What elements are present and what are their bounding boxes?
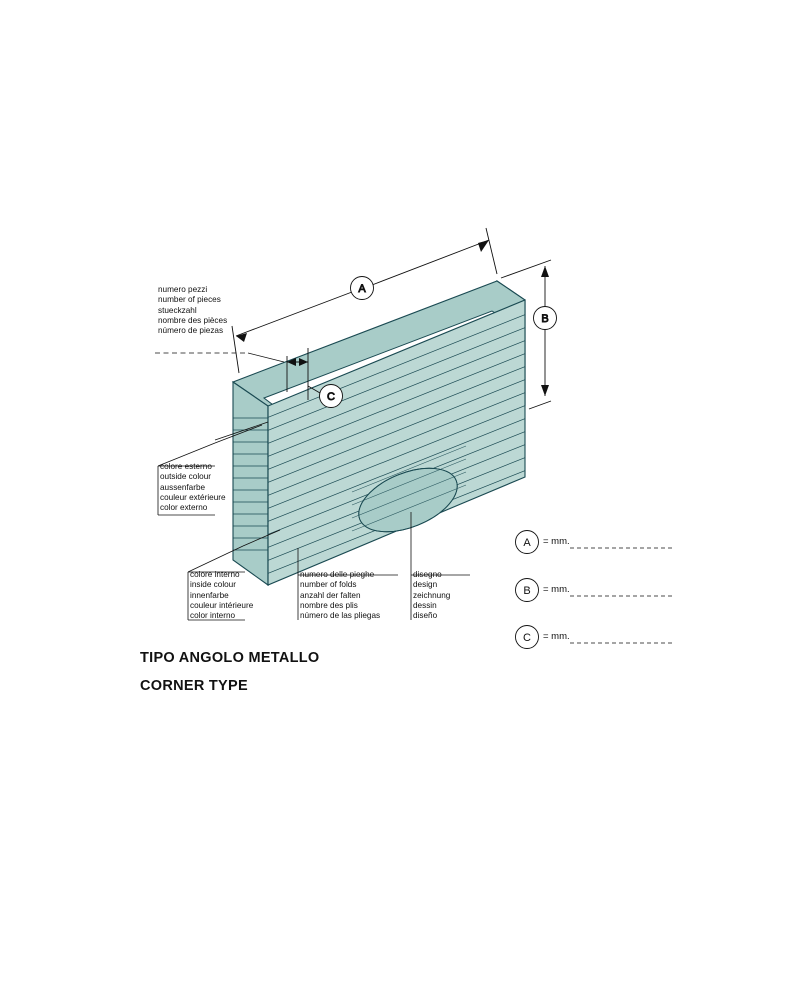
svg-text:B: B [523, 585, 531, 597]
inside-colour-line-de: innenfarbe [190, 590, 229, 600]
design-line-es: diseño [413, 611, 438, 621]
outside-colour-line-fr: couleur extérieure [160, 492, 226, 502]
badge-b-letter: B [541, 313, 549, 325]
badge-a-letter: A [358, 283, 366, 295]
design-line-fr: dessin [413, 600, 437, 610]
folds-line-en: number of folds [300, 580, 357, 590]
badge-c-letter: C [327, 391, 335, 403]
annotation-inside-colour [190, 570, 253, 621]
pieces-line-es: número de piezas [158, 326, 224, 336]
inside-colour-line-en: inside colour [190, 580, 236, 590]
design-line-en: design [413, 580, 438, 590]
legend-c-unit: = mm. [543, 631, 570, 642]
folds-line-de: anzahl der falten [300, 590, 361, 600]
legend-b-unit: = mm. [543, 584, 570, 595]
inside-colour-line-it: colore interno [190, 570, 240, 579]
folds-line-fr: nombre des plis [300, 600, 358, 610]
design-line-de: zeichnung [413, 590, 451, 600]
inside-colour-line-fr: couleur intérieure [190, 600, 254, 610]
pieces-line-en: number of pieces [158, 295, 221, 305]
legend-badge-b [516, 579, 673, 602]
svg-text:A: A [523, 537, 531, 549]
annotation-number-of-folds [300, 570, 380, 621]
title-italian: TIPO ANGOLO METALLO [140, 650, 320, 666]
folds-line-it: numero delle pieghe [300, 570, 375, 579]
pieces-line-it: numero pezzi [158, 285, 208, 294]
pieces-line-de: stueckzahl [158, 305, 197, 315]
outside-colour-line-de: aussenfarbe [160, 482, 206, 492]
outside-colour-line-es: color externo [160, 503, 208, 513]
legend-badge-a [516, 531, 673, 554]
outside-colour-line-en: outside colour [160, 472, 211, 482]
title-english: CORNER TYPE [140, 678, 248, 694]
inside-colour-line-es: color interno [190, 611, 236, 621]
legend-badge-c [516, 626, 673, 649]
design-line-it: disegno [413, 570, 442, 579]
svg-text:C: C [523, 632, 531, 644]
outside-colour-line-it: colore esterno [160, 462, 212, 471]
panel-left-stack [233, 382, 268, 585]
folds-line-es: número de las pliegas [300, 611, 381, 621]
annotation-number-of-pieces [158, 285, 227, 336]
annotation-outside-colour [160, 462, 226, 513]
leader-pieces [155, 353, 284, 362]
legend-a-unit: = mm. [543, 536, 570, 547]
annotation-design [413, 570, 450, 621]
pieces-line-fr: nombre des pièces [158, 315, 228, 325]
